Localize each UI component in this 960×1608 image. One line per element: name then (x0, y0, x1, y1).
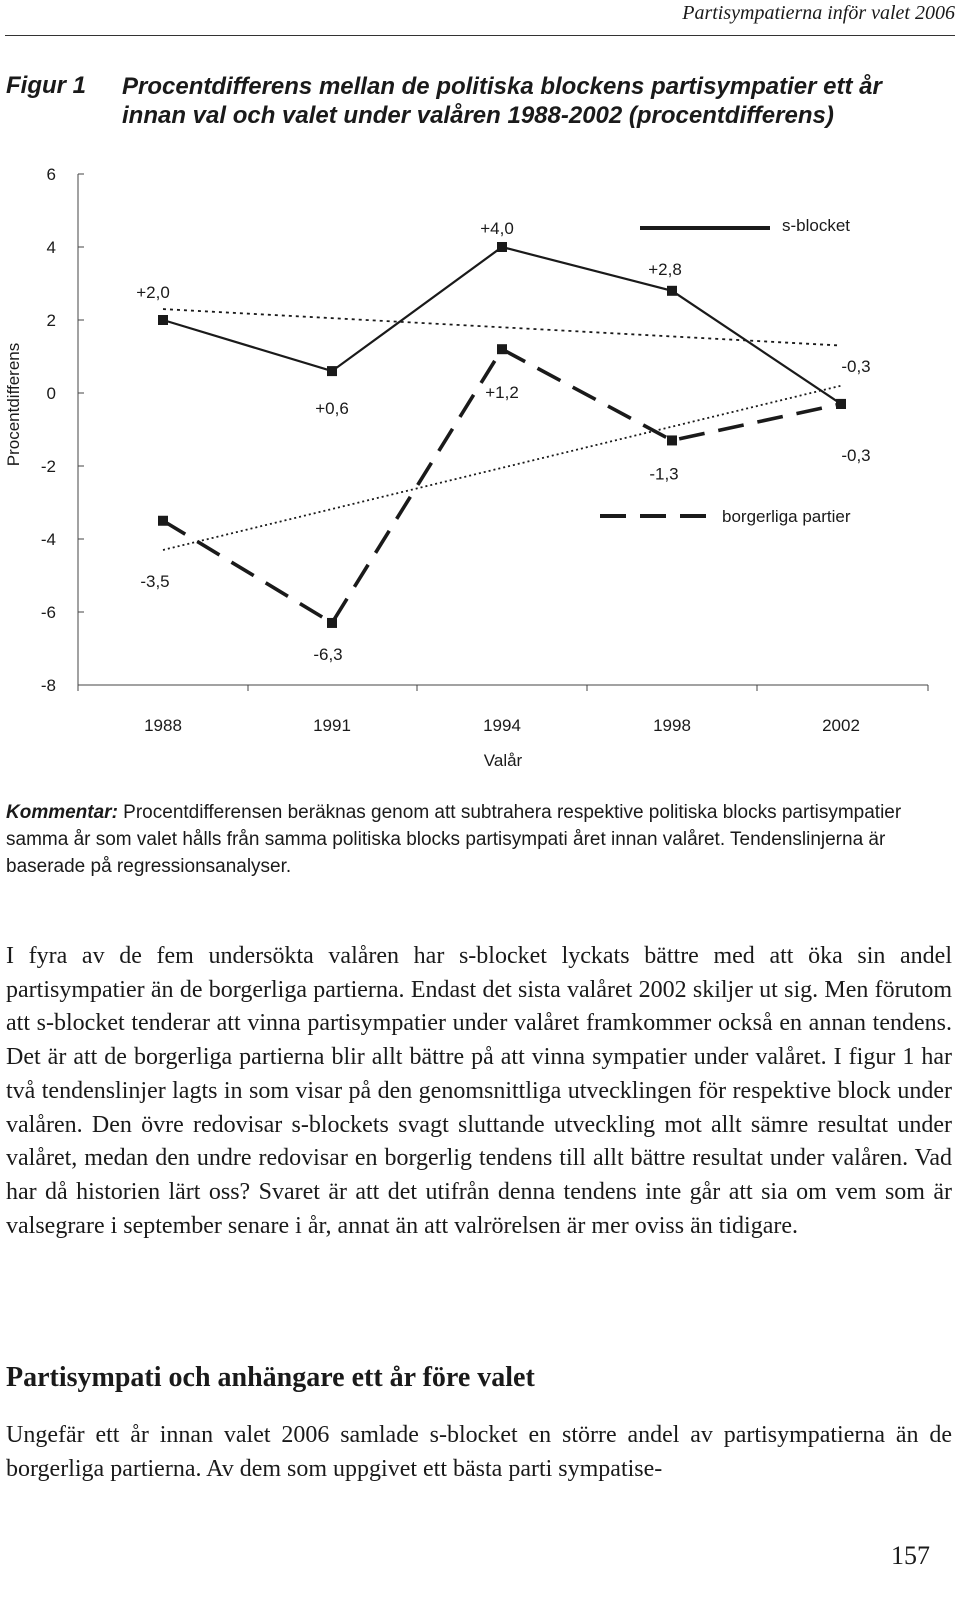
data-label: -0,3 (841, 445, 871, 465)
data-label: +2,0 (136, 283, 170, 302)
legend-label-borgerliga: borgerliga partier (722, 507, 851, 526)
y-tick-label: 6 (46, 165, 56, 184)
y-tick-label: -2 (40, 457, 56, 476)
x-tick-label: 2002 (822, 716, 860, 735)
data-label: -6,3 (313, 644, 343, 664)
data-point (667, 286, 677, 296)
legend-label-s-blocket: s-blocket (782, 216, 851, 235)
header-rule (5, 35, 955, 36)
x-tick-label: 1994 (483, 716, 521, 735)
data-label: -0,3 (841, 356, 871, 376)
data-point (497, 242, 507, 252)
legend (600, 216, 851, 526)
comment-lead: Kommentar: (6, 802, 118, 823)
trendline (163, 309, 841, 346)
y-tick-label: 0 (46, 384, 56, 403)
y-tick-label: 2 (46, 311, 56, 330)
data-label: +0,6 (315, 399, 349, 419)
data-label: +4,0 (480, 219, 514, 238)
data-point (327, 618, 337, 628)
page-number: 157 (891, 1541, 930, 1570)
series-line (163, 247, 841, 404)
data-labels (136, 219, 870, 664)
y-tick-label: -6 (40, 603, 56, 622)
body-paragraph-2: Ungefär ett år innan valet 2006 samlade s-blocket en större andel av partisympatierna än de borgerliga partierna. Av dem som uppgivet ett bästa parti sympatise- (6, 1422, 952, 1482)
y-axis-label: Procentdifferens (4, 342, 23, 467)
data-point (327, 366, 337, 376)
data-point (497, 344, 507, 354)
data-label: -3,5 (140, 571, 170, 591)
comment-text: Procentdifferensen beräknas genom att subtrahera respektive politiska blocks partisympatier samma år som valet hålls från samma politiska blocks partisympati året innan valåret. Tendenslinjerna är baserade på regressionsanalyser. (6, 802, 902, 877)
chart-comment (6, 799, 952, 880)
y-tick-label: -4 (40, 530, 56, 549)
data-point (158, 516, 168, 526)
x-tick-label: 1991 (313, 716, 351, 735)
data-point (836, 399, 846, 409)
running-head: Partisympatierna inför valet 2006 (682, 2, 955, 24)
y-tick-label: 4 (46, 238, 56, 257)
x-tick-label: 1998 (653, 716, 691, 735)
y-axis (4, 165, 84, 695)
x-axis-label: Valår (483, 751, 523, 770)
data-label: +2,8 (648, 259, 682, 279)
data-label: -1,3 (649, 464, 679, 484)
data-label: +1,2 (485, 383, 519, 403)
figure-label: Figur 1 (6, 72, 87, 99)
figure-title: Procentdifferens mellan de politiska blockens partisympatier ett år innan val och valet under valåren 1988-2002 (procentdifferens) (122, 73, 882, 129)
series-lines (158, 242, 846, 628)
line-chart (0, 150, 960, 790)
x-axis (78, 685, 928, 770)
body-paragraph-1: I fyra av de fem undersökta valåren har s-blocket lyckats bättre med att öka sin andel partisympatier än de borgerliga partierna. Endast det sista valåret 2002 skiljer ut sig. Men förutom att s-blocket tenderar att vinna partisympatier under valåret framkommer också en annan tendens. Det är att de borgerliga partierna blir allt bättre på att vinna sympatier under valåret. I figur 1 har två tendenslinjer lagts in som visar på den genomsnittliga utvecklingen för respektive block under valåren. Den övre redovisar s-blockets svagt sluttande utveckling mot allt sämre resultat under valåret, medan den undre redovisar en borgerlig tendens till allt bättre resultat under valåren. Vad har då historien lärt oss? Svaret är att det utifrån denna tendens inte går att sia om vem som är valsegrare i september senare i år, annat än att valrörelsen är mer oviss än tidigare. (6, 943, 952, 1239)
section-heading: Partisympati och anhängare ett år före valet (6, 1362, 535, 1393)
y-tick-label: -8 (40, 676, 56, 695)
data-point (158, 315, 168, 325)
data-point (667, 435, 677, 445)
x-tick-label: 1988 (144, 716, 182, 735)
